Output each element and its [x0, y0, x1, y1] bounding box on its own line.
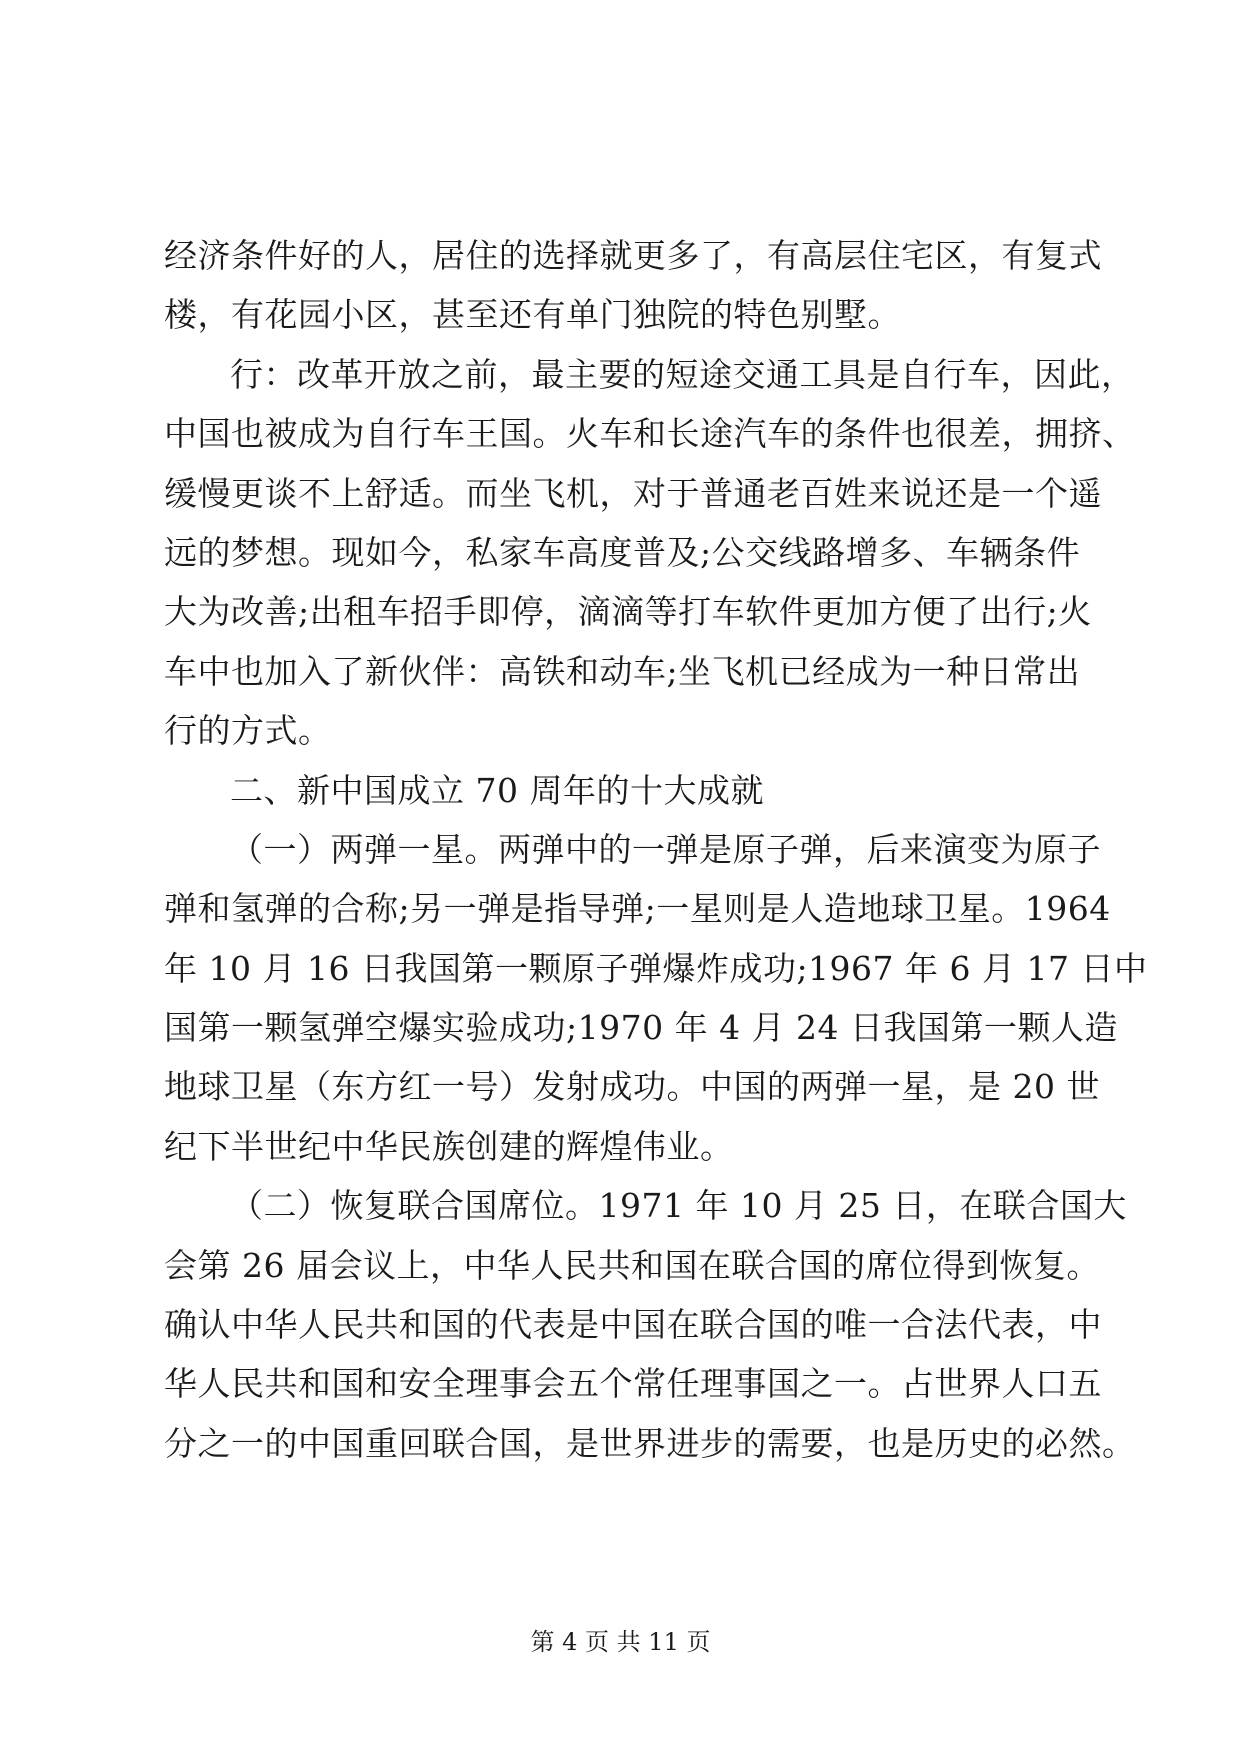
- text-line: 远的梦想。现如今，私家车高度普及;公交线路增多、车辆条件: [164, 532, 1081, 572]
- text-line: 二、新中国成立 70 周年的十大成就: [230, 770, 764, 810]
- text-line: （一）两弹一星。两弹中的一弹是原子弹，后来演变为原子: [230, 829, 1101, 869]
- text-line: 中国也被成为自行车王国。火车和长途汽车的条件也很差，拥挤、: [164, 414, 1136, 454]
- text-line: 分之一的中国重回联合国，是世界进步的需要，也是历史的必然。: [164, 1423, 1136, 1463]
- text-line: 经济条件好的人，居住的选择就更多了，有高层住宅区，有复式: [164, 236, 1102, 275]
- text-line: （二）恢复联合国席位。1971 年 10 月 25 日，在联合国大: [230, 1186, 1127, 1226]
- page-footer: 第 4 页 共 11 页: [530, 1628, 711, 1656]
- text-line: 国第一颗氢弹空爆实验成功;1970 年 4 月 24 日我国第一颗人造: [164, 1008, 1119, 1048]
- text-line: 纪下半世纪中华民族创建的辉煌伟业。: [164, 1126, 734, 1166]
- text-line: 行：改革开放之前，最主要的短途交通工具是自行车，因此，: [230, 354, 1135, 394]
- text-line: 楼，有花园小区，甚至还有单门独院的特色别墅。: [164, 295, 901, 335]
- text-line: 车中也加入了新伙伴：高铁和动车;坐飞机已经成为一种日常出: [164, 651, 1081, 691]
- text-line: 确认中华人民共和国的代表是中国在联合国的唯一合法代表，中: [164, 1305, 1102, 1345]
- text-line: 行的方式。: [164, 711, 332, 751]
- text-line: 华人民共和国和安全理事会五个常任理事国之一。占世界人口五: [164, 1364, 1102, 1404]
- text-line: 弹和氢弹的合称;另一弹是指导弹;一星则是人造地球卫星。1964: [164, 889, 1111, 929]
- document-body: [164, 226, 1148, 1473]
- text-line: 缓慢更谈不上舒适。而坐飞机，对于普通老百姓来说还是一个遥: [164, 473, 1102, 513]
- text-line: 大为改善;出租车招手即停，滴滴等打车软件更加方便了出行;火: [164, 592, 1092, 632]
- text-line: 会第 26 届会议上，中华人民共和国在联合国的席位得到恢复。: [164, 1245, 1100, 1285]
- text-line: 地球卫星（东方红一号）发射成功。中国的两弹一星，是 20 世: [164, 1067, 1100, 1107]
- text-line: 年 10 月 16 日我国第一颗原子弹爆炸成功;1967 年 6 月 17 日中: [164, 948, 1148, 988]
